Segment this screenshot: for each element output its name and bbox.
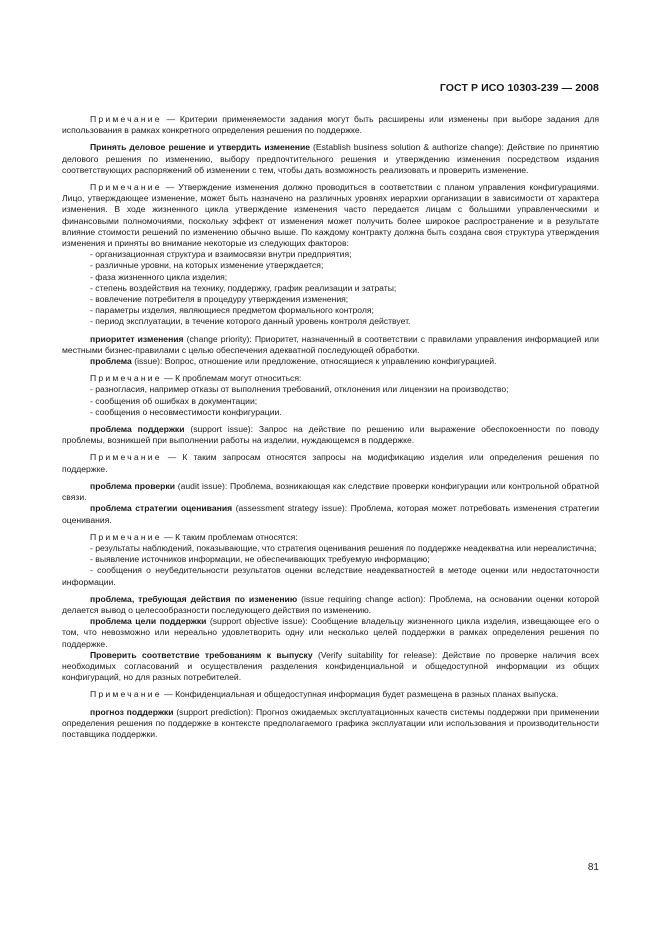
- note-text: К таким проблемам относятся:: [175, 531, 298, 542]
- list-item: - период эксплуатации, в течение которого данный уровень контроля действует.: [90, 316, 411, 327]
- list-item: - выявление источников информации, не обеспечивающих требуемую информацию;: [90, 554, 430, 565]
- note-label: Примечание: [90, 452, 162, 463]
- note-label: Примечание: [90, 114, 162, 124]
- definition-term: Принять деловое решение и утвердить изменение: [90, 142, 311, 153]
- definition-text: (issue): Вопрос, отношение или предложение, относящиеся к управлению конфигурацией.: [131, 356, 497, 367]
- list-item: - различные уровни, на которых изменение утверждается;: [90, 260, 324, 271]
- definition-text: (support prediction): Прогноз ожидаемых эксплуатационных качеств системы поддержки при применении определения решения по поддержке в контексте предполагаемого графика эксплуатации или использования и производительности поставщика поддержки.: [62, 706, 599, 739]
- document-header: ГОСТ Р ИСО 10303-239 — 2008: [439, 82, 599, 94]
- definition-term: Проверить соответствие требованиям к выпуску: [90, 649, 313, 660]
- note-text: Утверждение изменения должно проводиться в соответствии с планом управления конфигурациями. Лицо, утверждающее изменение, может быть назначено на различных уровнях иерархии организации в зависимости от характера изменения. В ходе жизненного цикла утверждение изменения часто передается лицам с большими управленческими и финансовыми полномочиями, поскольку эффект от изменения может получить более широкое распространение и в результате влияние стоимости решений по изменению обычно выше. По каждому контракту должна быть создана своя структура утверждения изменения и приняты во внимание некоторые из следующих факторов:: [62, 182, 599, 249]
- definition-paragraph: [62, 503, 599, 525]
- note-text: К проблемам могут относиться:: [175, 373, 302, 384]
- definition-term: проблема: [90, 356, 132, 367]
- definition-paragraph: [62, 424, 599, 446]
- definition-text: (Establish business solution & authorize change): Действие по принятию делового решения по изменению, выбору предпочтительного решения и утверждению изменения посредством издания соответствующих распоряжений об изменении с тем, чтобы дать возможность реализовать и проверить изменение.: [62, 142, 599, 175]
- list-item: - степень воздействия на технику, поддержку, график реализации и затраты;: [90, 282, 397, 293]
- definition-term: проблема, требующая действия по изменению: [90, 593, 298, 604]
- definition-text: (issue requiring change action): Проблема, на основании оценки которой делается вывод о целесообразности последующего действия по изменению.: [62, 593, 599, 615]
- list-item: - результаты наблюдений, показывающие, что стратегия оценивания решения по поддержке неадекватна или нереалистична;: [90, 542, 597, 553]
- note-dash: —: [161, 373, 176, 384]
- note-dash: —: [161, 114, 180, 124]
- note-text: Критерии применяемости задания могут быть расширены или изменены при выборе задания для использования в рамках конкретного определения решения по поддержке.: [62, 114, 599, 136]
- list-item: - сообщения о несовместимости конфигурации.: [90, 406, 282, 417]
- definition-text: (Verify suitability for release): Действие по проверке наличия всех необходимых согласований и осуществления разделения конфиденциальной и общедоступной информации из общих конфигураций, но для разных потребителей.: [62, 649, 599, 683]
- note-label: Примечание: [90, 182, 162, 193]
- list-item: - сообщения о неубедительности результатов оценки вследствие неадекватностей в методе оценки или недостаточности информации.: [62, 565, 599, 587]
- note-dash: —: [161, 182, 179, 193]
- definition-paragraph: [62, 594, 599, 616]
- definition-term: проблема цели поддержки: [90, 616, 207, 627]
- note-paragraph: [62, 373, 599, 384]
- page-body: [62, 114, 599, 740]
- definition-text: (assessment strategy issue): Проблема, которая может потребовать изменения стратегии оценивания.: [62, 503, 599, 525]
- note-dash: —: [161, 531, 176, 542]
- definition-term: проблема стратегии оценивания: [90, 503, 233, 514]
- note-paragraph: [62, 182, 599, 249]
- page-number: 81: [587, 862, 599, 873]
- definition-term: приоритет изменения: [90, 333, 184, 344]
- note-label: Примечание: [90, 689, 162, 700]
- note-text: Конфиденциальная и общедоступная информация будет размещена в разных планах выпуска.: [175, 689, 559, 700]
- note-text: К таким запросам относятся запросы на модификацию изделия или определения решения по поддержке.: [62, 452, 599, 474]
- definition-paragraph: [62, 334, 599, 356]
- definition-paragraph: [62, 650, 599, 684]
- list-item: - фаза жизненного цикла изделия;: [90, 271, 228, 282]
- definition-paragraph: [62, 707, 599, 741]
- note-paragraph: [62, 114, 599, 136]
- note-dash: —: [161, 689, 176, 700]
- definition-paragraph: [62, 356, 599, 367]
- definition-paragraph: [62, 142, 599, 176]
- list-item: - параметры изделия, являющиеся предметом формального контроля;: [90, 305, 374, 316]
- definition-term: проблема проверки: [90, 480, 176, 491]
- note-paragraph: [62, 532, 599, 543]
- definition-paragraph: [62, 616, 599, 650]
- definition-text: (support issue): Запрос на действие по решению или выражение обеспокоенности по поводу проблемы, возникшей при выполнении работы на изделии, нуждающемся в поддержке.: [62, 424, 599, 446]
- definition-text: (support objective issue): Сообщение владельцу жизненного цикла изделия, извещающее его о том, что невозможно или нереально удовлетворить одну или несколько целей поддержки в рамках определения решения по поддержке.: [62, 616, 599, 649]
- note-paragraph: [62, 689, 599, 700]
- definition-term: проблема поддержки: [90, 424, 185, 435]
- definition-text: (change priority): Приоритет, назначенный в соответствии с правилами управления информацией или местными бизнес-правилами с целью обеспечения адекватной последующей обработки.: [62, 333, 599, 355]
- list-item: - сообщения об ошибках в документации;: [90, 395, 258, 406]
- definition-text: (audit issue): Проблема, возникающая как следствие проверки конфигурации или контрольной обратной связи.: [62, 480, 600, 503]
- note-label: Примечание: [90, 531, 162, 542]
- note-dash: —: [161, 452, 183, 463]
- note-paragraph: [62, 452, 599, 474]
- definition-paragraph: [62, 481, 599, 503]
- note-label: Примечание: [90, 373, 162, 384]
- list-item: - вовлечение потребителя в процедуру утверждения изменения;: [90, 294, 349, 305]
- list-item: - разногласия, например отказы от выполнения требований, отклонения или лицензии на производство;: [90, 384, 509, 395]
- definition-term: прогноз поддержки: [90, 706, 174, 717]
- list-item: - организационная структура и взаимосвязи внутри предприятия;: [90, 249, 352, 260]
